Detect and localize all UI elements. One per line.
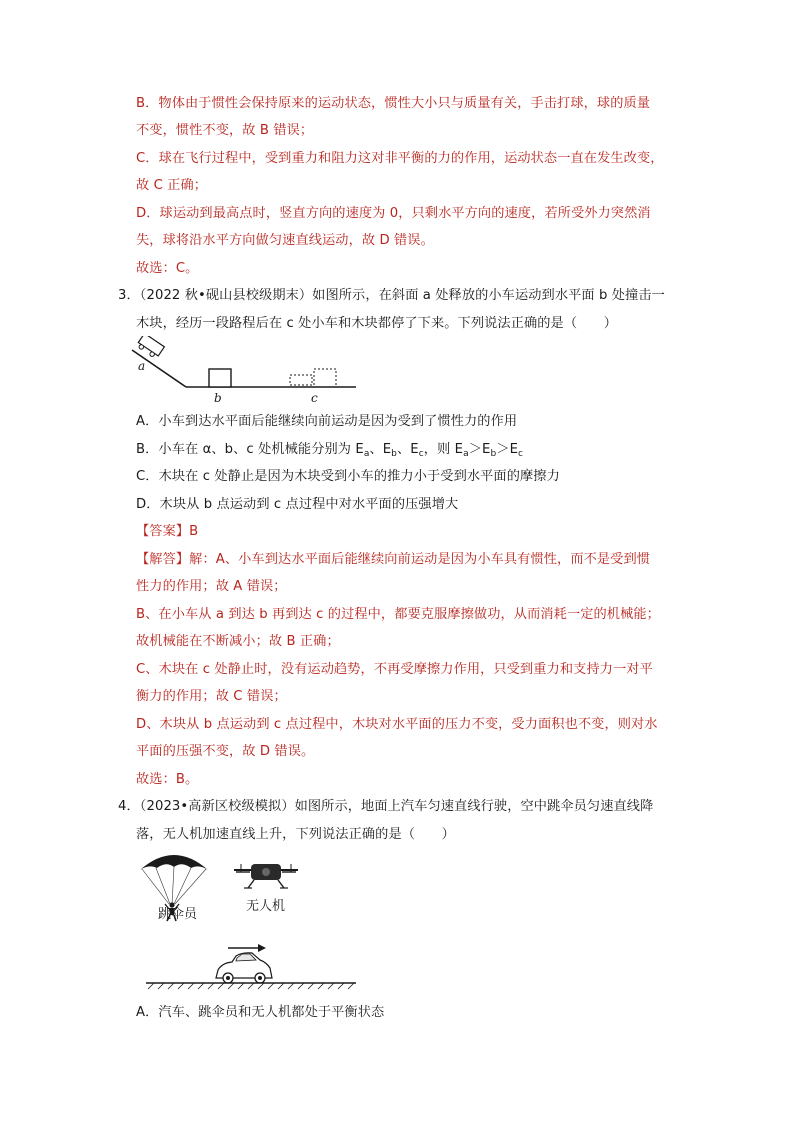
answer-line-c1: C．球在飞行过程中，受到重力和阻力这对非平衡的力的作用，运动状态一直在发生改变， (136, 151, 664, 166)
q3-answer (136, 523, 198, 541)
answer-line-d1: D．球运动到最高点时，竖直方向的速度为 0，只剩水平方向的速度，若所受外力突然消 (136, 206, 651, 221)
q4-option-a: A．汽车、跳伞员和无人机都处于平衡状态 (136, 1005, 385, 1020)
q3-figure-incline (130, 336, 360, 406)
q3-stem-line2: 木块，经历一段路程后在 c 处小车和木块都停了下来。下列说法正确的是（ ） (136, 316, 617, 331)
q3-analysis-line7: D、木块从 b 点运动到 c 点过程中，木块对水平面的压力不变，受力面积也不变，则对水 (136, 717, 658, 732)
q3-choice: 故选：B。 (136, 772, 199, 787)
block-at-c (314, 369, 336, 387)
q3-option-c: C．木块在 c 处静止是因为木块受到小车的推力小于受到水平面的摩擦力 (136, 469, 560, 484)
label-drone: 无人机 (246, 899, 286, 914)
cart-at-c (290, 375, 312, 385)
answer-value: B (189, 524, 199, 539)
answer-line-b2: 不变，惯性不变，故 B 错误； (136, 123, 314, 138)
q3-stem-line1: 3．（2022 秋•砚山县校级期末）如图所示，在斜面 a 处释放的小车运动到水平面 b 处撞击一 (118, 288, 665, 303)
analysis-tag: 【解答】 (136, 552, 190, 567)
q3-analysis-line1: 【解答】解：A、小车到达水平面后能继续向前运动是因为小车具有惯性，而不是受到惯 (136, 552, 651, 567)
q3-option-d: D．木块从 b 点运动到 c 点过程中对水平面的压强增大 (136, 497, 459, 512)
q4-stem-line2: 落，无人机加速直线上升，下列说法正确的是（ ） (136, 827, 455, 842)
label-c: c (311, 391, 318, 405)
q3-analysis-line4: 故机械能在不断减小；故 B 正确； (136, 634, 340, 649)
ground-hatch (146, 983, 356, 989)
answer-choice: 故选：C。 (136, 261, 199, 276)
q4-figure (136, 846, 366, 996)
arrow-right-icon (228, 944, 266, 952)
car-icon (216, 953, 272, 983)
label-b: b (214, 391, 222, 405)
answer-line-d2: 失，球将沿水平方向做匀速直线运动，故 D 错误。 (136, 233, 434, 248)
q3-analysis-line3: B、在小车从 a 到达 b 再到达 c 的过程中，都要克服摩擦做功，从而消耗一定的机械能； (136, 607, 660, 622)
block-at-b (209, 369, 231, 387)
q3-analysis-line5: C、木块在 c 处静止时，没有运动趋势，不再受摩擦力作用，只受到重力和支持力一对平 (136, 662, 653, 677)
q4-stem-line1: 4．（2023•高新区校级模拟）如图所示，地面上汽车匀速直线行驶，空中跳伞员匀速直线降 (118, 799, 654, 814)
label-a: a (138, 359, 146, 373)
label-parachutist: 跳伞员 (158, 907, 198, 922)
answer-line-c2: 故 C 正确； (136, 178, 208, 193)
q3-analysis-line6: 衡力的作用；故 C 错误； (136, 689, 287, 704)
q3-option-a: A．小车到达水平面后能继续向前运动是因为受到了惯性力的作用 (136, 414, 518, 429)
q3-analysis-line8: 平面的压强不变，故 D 错误。 (136, 744, 315, 759)
answer-line-b1: B．物体由于惯性会保持原来的运动状态，惯性大小只与质量有关，手击打球，球的质量 (136, 96, 651, 111)
q3-option-b: B．小车在 α、b、c 处机械能分别为 $E_a$、$E_b$、$E_c$，则 $E_a>E_b>E_c$ (136, 442, 524, 459)
q3-analysis-line2: 性力的作用；故 A 错误； (136, 579, 287, 594)
answer-tag: 【答案】 (136, 524, 190, 539)
drone-icon (234, 864, 298, 888)
